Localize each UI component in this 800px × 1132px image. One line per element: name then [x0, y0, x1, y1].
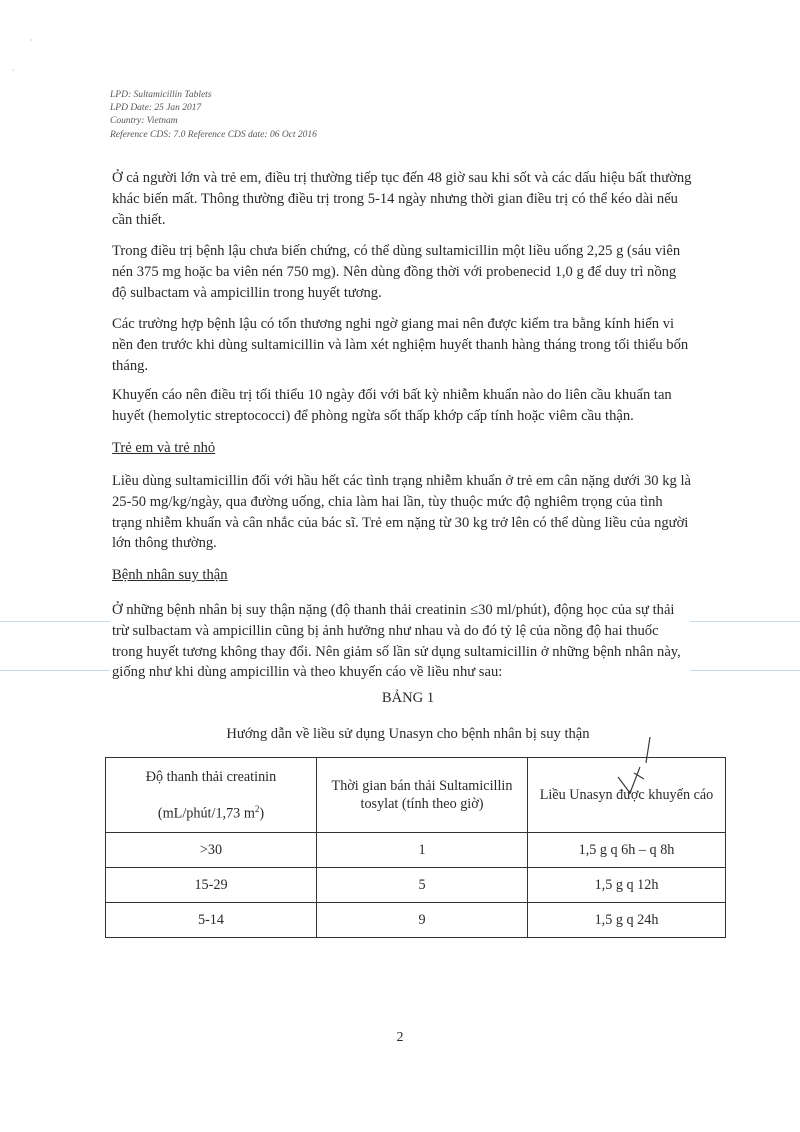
- header-country: Country: Vietnam: [110, 116, 178, 127]
- table-row: [106, 903, 726, 938]
- header-product: LPD: Sultamicillin Tablets: [110, 90, 212, 100]
- table-caption: Hướng dẫn về liều sử dụng Unasyn cho bệnh nhân bị suy thận: [226, 726, 590, 742]
- scan-line: [0, 621, 110, 622]
- scan-line: [0, 670, 110, 671]
- header-clearance: [106, 758, 317, 833]
- table-title: BẢNG 1: [381, 690, 435, 706]
- heading-renal: Bệnh nhân suy thận: [112, 567, 228, 583]
- paragraph-syphilis: Các trường hợp bệnh lậu có tổn thương nghi ngờ giang mai nên được kiểm tra bằng kính hiển vi nền đen trước khi dùng sultamicillin và làm xét nghiệm huyết thanh hàng tháng trong tối thiểu bốn tháng.: [112, 316, 689, 374]
- header-reference: Reference CDS: 7.0 Reference CDS date: 06 Oct 2016: [110, 129, 317, 140]
- cell-clearance: >30: [106, 833, 317, 868]
- document-header: [110, 89, 317, 142]
- header-dose: Liều Unasyn được khuyến cáo: [528, 758, 726, 833]
- heading-children: Trẻ em và trẻ nhỏ: [112, 440, 216, 456]
- paragraph-children-dose: Liều dùng sultamicillin đối với hầu hết các tình trạng nhiễm khuẩn ở trẻ em cân nặng dưới 30 kg là 25-50 mg/kg/ngày, qua đường uống, chia làm hai lần, tùy thuộc mức độ nghiêm trọng của tình trạng nhiễm khuẩn và cân nhắc của bác sĩ. Trẻ em nặng từ 30 kg trở lên có thể dùng liều của người lớn thông thường.: [112, 473, 691, 552]
- page-number: 2: [396, 1030, 404, 1045]
- cell-half-life: 9: [317, 903, 528, 938]
- paragraph-streptococci: Khuyến cáo nên điều trị tối thiểu 10 ngày đối với bất kỳ nhiễm khuẩn nào do liên cầu khuẩn tan huyết (hemolytic streptococci) để phòng ngừa sốt thấp khớp cấp tính hoặc viêm cầu thận.: [112, 387, 672, 424]
- paragraph-renal: Ở những bệnh nhân bị suy thận nặng (độ thanh thải creatinin ≤30 ml/phút), động học của sự thải trừ sulbactam và ampicillin cũng bị ảnh hưởng như nhau và do đó tỷ lệ của nồng độ hai thuốc trong huyết tương không thay đổi. Nên giảm số lần sử dụng sultamicillin ở những bệnh nhân này, giống như khi dùng ampicillin và theo khuyến cáo về liều như sau:: [112, 602, 681, 681]
- header-clearance-unit: (mL/phút/1,73 $m^2$): [157, 803, 265, 822]
- scan-line: [690, 621, 800, 622]
- scan-speck: ·: [12, 66, 15, 75]
- header-date: LPD Date: 25 Jan 2017: [110, 103, 202, 114]
- header-clearance-line1: Độ thanh thải creatinin: [145, 768, 277, 785]
- scan-speck: ·: [30, 36, 33, 45]
- cell-clearance: 5-14: [106, 903, 317, 938]
- cell-dose: 1,5 g q 24h: [528, 903, 726, 938]
- header-half-life: Thời gian bán thải Sultamicillin tosylat (tính theo giờ): [317, 758, 528, 833]
- paragraph-gonorrhea: Trong điều trị bệnh lậu chưa biến chứng, có thể dùng sultamicillin một liều uống 2,25 g (sáu viên nén 375 mg hoặc ba viên nén 750 mg). Nên dùng đồng thời với probenecid 1,0 g để duy trì nồng độ sulbactam và ampicillin trong huyết tương.: [112, 243, 681, 301]
- table-row: [106, 833, 726, 868]
- cell-clearance: 15-29: [106, 868, 317, 903]
- table-row: [106, 868, 726, 903]
- cell-half-life: 5: [317, 868, 528, 903]
- cell-dose: 1,5 g q 6h – q 8h: [528, 833, 726, 868]
- cell-dose: 1,5 g q 12h: [528, 868, 726, 903]
- paragraph-duration: Ở cả người lớn và trẻ em, điều trị thường tiếp tục đến 48 giờ sau khi sốt và các dấu hiệu bất thường khác biến mất. Thông thường điều trị trong 5-14 ngày nhưng thời gian điều trị có thể kéo dài nếu cần thiết.: [112, 170, 692, 228]
- scan-line: [690, 670, 800, 671]
- cell-half-life: 1: [317, 833, 528, 868]
- pen-mark-icon: [600, 735, 660, 795]
